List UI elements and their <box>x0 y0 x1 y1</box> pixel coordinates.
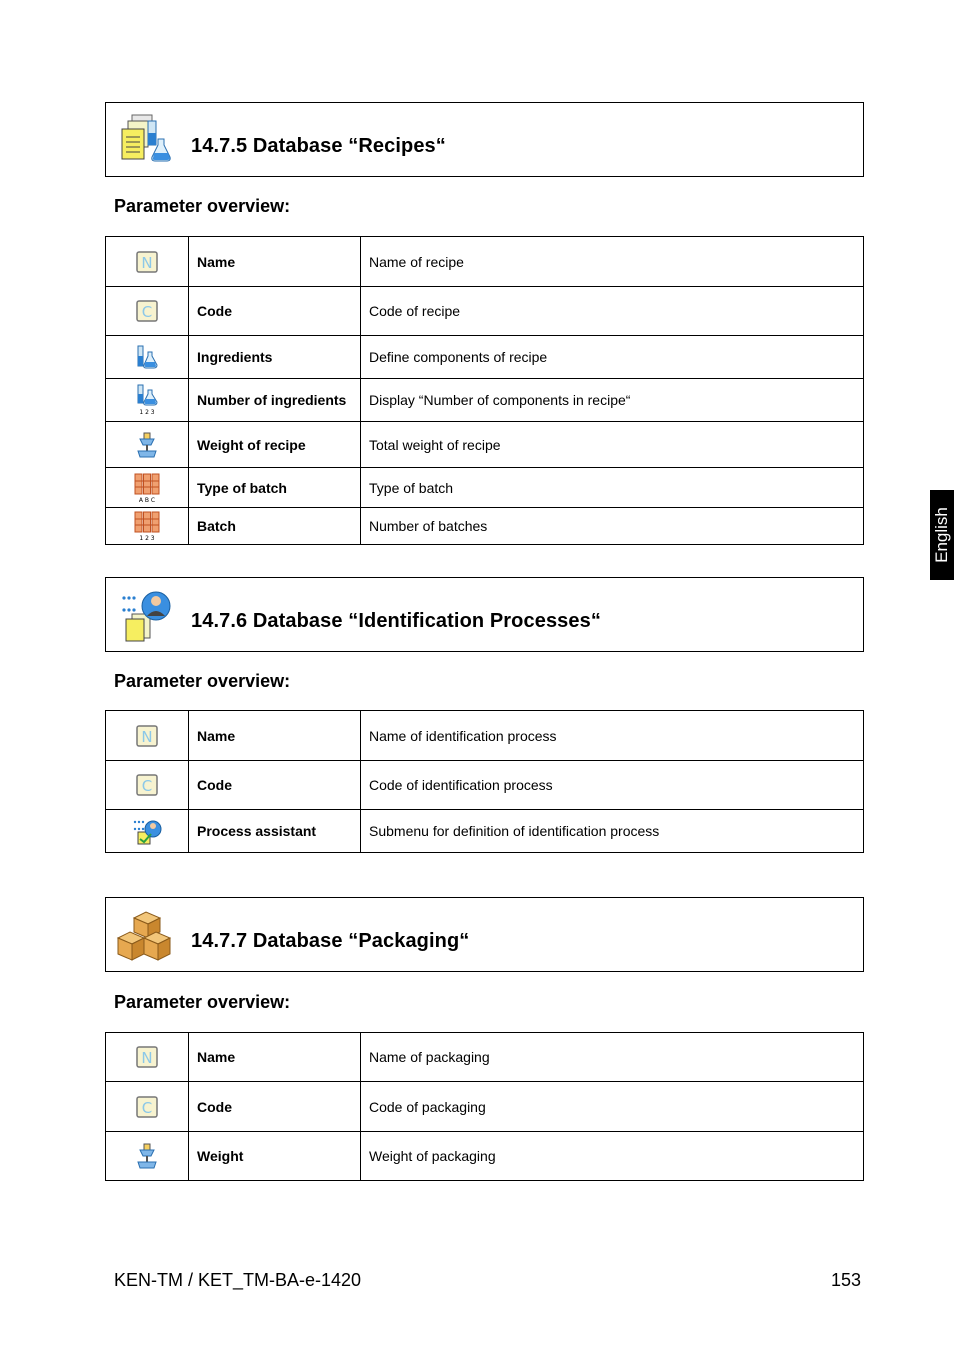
number-of-ingredients-icon <box>134 384 160 416</box>
name-icon <box>135 724 159 748</box>
abc-label: A B C <box>138 496 156 503</box>
code-icon <box>135 299 159 323</box>
param-description: Submenu for definition of identification process <box>361 810 864 853</box>
param-description: Total weight of recipe <box>361 422 864 468</box>
table-row <box>106 237 864 287</box>
type-of-batch-icon <box>134 473 160 503</box>
code-icon <box>135 1095 159 1119</box>
param-name: Code <box>189 1082 361 1132</box>
ingredients-icon <box>134 344 160 370</box>
code-icon-letter: C <box>141 1098 153 1117</box>
section-title-recipes: 14.7.5 Database “Recipes“ <box>191 135 446 157</box>
table-row <box>106 810 864 853</box>
param-name: Name <box>189 237 361 287</box>
table-row <box>106 422 864 468</box>
param-description: Code of identification process <box>361 761 864 810</box>
section-header-identification-processes <box>105 577 864 652</box>
table-row <box>106 1132 864 1181</box>
table-row <box>106 336 864 379</box>
packaging-parameter-table <box>105 1032 864 1181</box>
recipes-parameter-table <box>105 236 864 545</box>
param-description: Number of batches <box>361 508 864 545</box>
param-name: Number of ingredients <box>189 379 361 422</box>
weight-icon <box>135 431 159 459</box>
table-row <box>106 508 864 545</box>
param-name: Process assistant <box>189 810 361 853</box>
param-name: Ingredients <box>189 336 361 379</box>
table-row <box>106 379 864 422</box>
parameter-overview-heading: Parameter overview: <box>114 196 291 216</box>
param-name: Code <box>189 287 361 336</box>
table-row <box>106 468 864 508</box>
language-side-tab <box>930 490 954 580</box>
code-icon-letter: C <box>141 303 153 321</box>
table-row <box>106 1033 864 1082</box>
table-row <box>106 761 864 810</box>
footer-page-number: 153 <box>831 1270 862 1290</box>
name-icon <box>135 1045 159 1069</box>
parameter-overview-heading: Parameter overview: <box>114 992 291 1012</box>
identification-processes-parameter-table <box>105 710 864 853</box>
param-name: Code <box>189 761 361 810</box>
parameter-overview-heading: Parameter overview: <box>114 671 291 691</box>
param-name: Weight of recipe <box>189 422 361 468</box>
param-description: Name of identification process <box>361 711 864 761</box>
section-header-packaging <box>105 897 864 972</box>
table-row <box>106 1082 864 1132</box>
name-icon-letter: N <box>141 253 153 272</box>
weight-icon <box>135 1142 159 1170</box>
batch-icon <box>134 511 160 541</box>
param-name: Weight <box>189 1132 361 1181</box>
param-description: Name of recipe <box>361 237 864 287</box>
table-row <box>106 287 864 336</box>
param-name: Type of batch <box>189 468 361 508</box>
param-description: Code of packaging <box>361 1082 864 1132</box>
param-description: Name of packaging <box>361 1033 864 1082</box>
name-icon <box>135 250 159 274</box>
section-header-recipes <box>105 102 864 177</box>
param-description: Type of batch <box>361 468 864 508</box>
digits-label: 1 2 3 <box>139 535 155 541</box>
recipes-database-icon <box>118 111 174 169</box>
name-icon-letter: N <box>141 727 153 746</box>
packaging-database-icon <box>112 904 182 964</box>
param-description: Weight of packaging <box>361 1132 864 1181</box>
code-icon-letter: C <box>141 777 153 795</box>
footer-document-id: KEN-TM / KET_TM-BA-e-1420 <box>114 1270 362 1290</box>
section-title-packaging: 14.7.7 Database “Packaging“ <box>191 930 470 952</box>
language-label: English <box>932 507 951 563</box>
digits-label: 1 2 3 <box>139 409 155 416</box>
param-description: Code of recipe <box>361 287 864 336</box>
table-row <box>106 711 864 761</box>
param-name: Name <box>189 1033 361 1082</box>
code-icon <box>135 773 159 797</box>
identification-processes-database-icon <box>118 586 174 644</box>
section-title-identification-processes: 14.7.6 Database “Identification Processes“ <box>191 610 601 632</box>
param-description: Define components of recipe <box>361 336 864 379</box>
param-name: Name <box>189 711 361 761</box>
param-description: Display “Number of components in recipe“ <box>361 379 864 422</box>
process-assistant-icon <box>132 817 162 845</box>
param-name: Batch <box>189 508 361 545</box>
name-icon-letter: N <box>141 1049 153 1067</box>
